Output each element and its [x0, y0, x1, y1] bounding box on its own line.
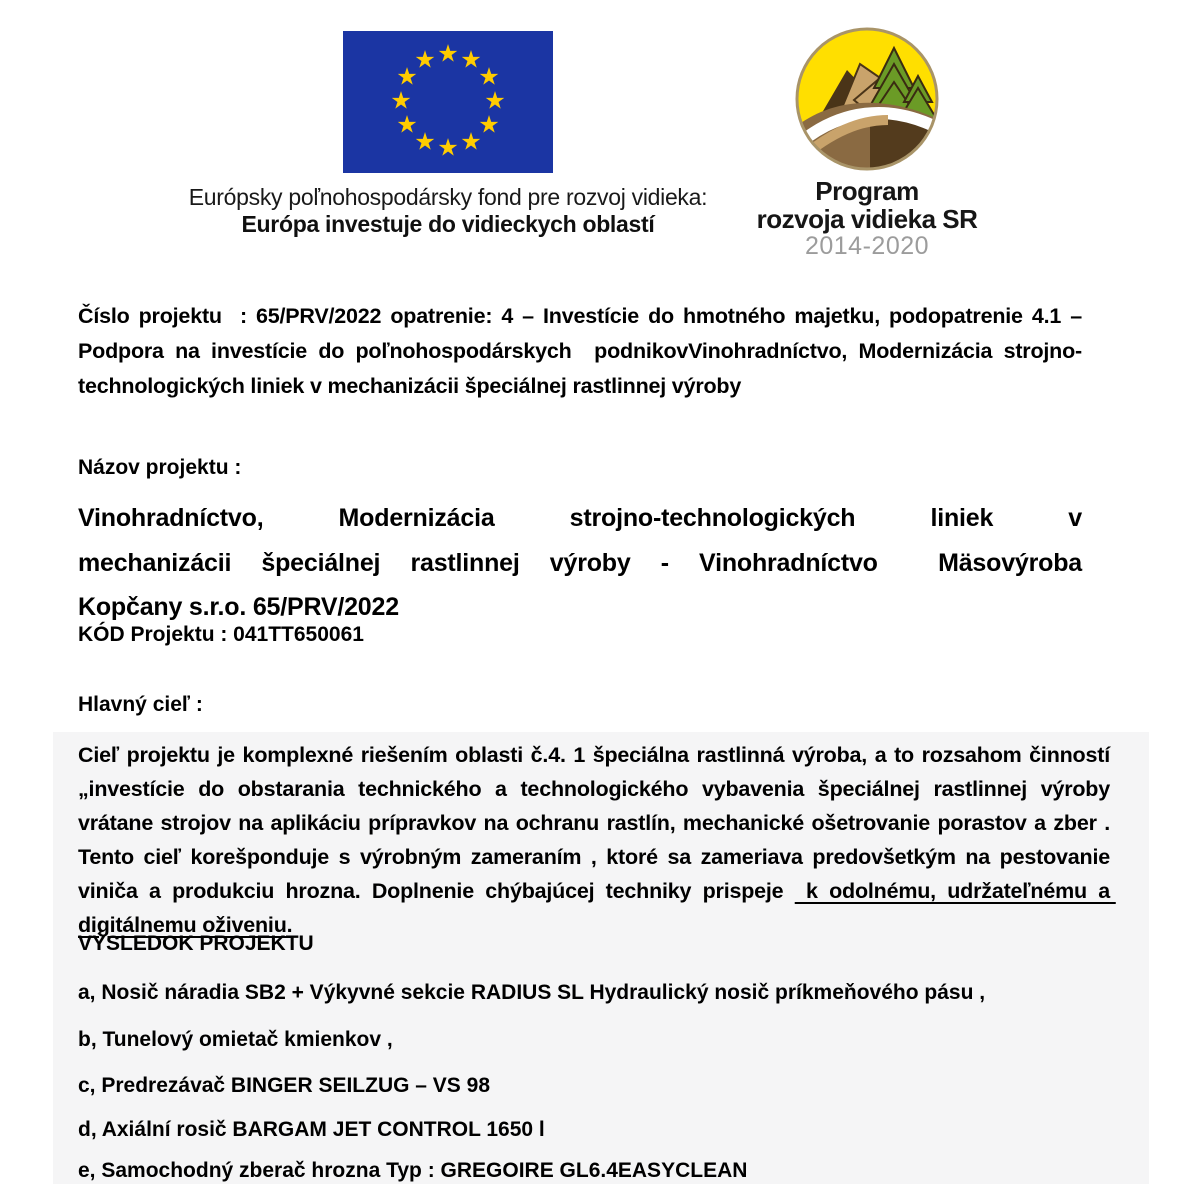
- main-goal-label: Hlavný cieľ :: [78, 693, 203, 716]
- eu-fund-logo-block: [168, 31, 728, 238]
- eu-star-icon: ★: [460, 128, 482, 156]
- eu-star-icon: ★: [484, 87, 506, 115]
- eu-star-icon: ★: [414, 46, 436, 74]
- goal-text-underlined: k odolnému, udržateľnému a digitálnemu oživeniu.: [78, 879, 1116, 937]
- prv-title-line1: Program: [815, 176, 919, 206]
- result-item: b, Tunelový omietač kmienkov ,: [78, 1028, 393, 1051]
- project-name: [78, 496, 1082, 630]
- prv-logo-icon: [792, 24, 942, 174]
- eu-caption-line1: Európsky poľnohospodársky fond pre rozvoj vidieka:: [188, 184, 708, 210]
- project-name-line: Kopčany s.r.o. 65/PRV/2022: [78, 593, 399, 621]
- results-label: VÝSLEDOK PROJEKTU: [78, 932, 314, 955]
- result-item: e, Samochodný zberač hrozna Typ : GREGOIRE GL6.4EASYCLEAN: [78, 1159, 748, 1182]
- result-item: a, Nosič náradia SB2 + Výkyvné sekcie RADIUS SL Hydraulický nosič príkmeňového pásu ,: [78, 981, 986, 1004]
- prv-years: 2014-2020: [804, 232, 930, 261]
- goal-text: Cieľ projektu je komplexné riešením oblasti č.4. 1 špeciálna rastlinná výroba, a to rozsahom činností „investície do obstarania technického a technologického vybavenia špeciálnej rastlinnej výroby vrátane strojov na aplikáciu prípravkov na ochranu rastlín, mechanické ošetrovanie porastov a zber . Tento cieľ korešponduje s výrobným zameraním , ktoré sa zameriava predovšetkým na pestovanie viniča a produkciu hrozna. Doplnenie chýbajúcej techniky prispeje: [78, 743, 1110, 903]
- goal-paragraph: [78, 738, 1116, 942]
- result-item: c, Predrezávač BINGER SEILZUG – VS 98: [78, 1074, 491, 1097]
- project-code: KÓD Projektu : 041TT650061: [78, 623, 364, 646]
- eu-star-icon: ★: [390, 87, 412, 115]
- project-name-line: mechanizácii špeciálnej rastlinnej výroby - Vinohradníctvo Mäsovýroba: [78, 548, 1082, 577]
- eu-star-icon: ★: [478, 63, 500, 91]
- prv-logo-block: [737, 24, 997, 260]
- project-name-label: Názov projektu :: [78, 456, 242, 479]
- eu-star-icon: ★: [396, 63, 418, 91]
- prv-title-line2: rozvoja vidieka SR: [756, 203, 978, 234]
- eu-caption-line2: Európa investuje do vidieckych oblastí: [241, 211, 655, 237]
- eu-star-icon: ★: [478, 111, 500, 139]
- goal-panel: [53, 732, 1149, 1184]
- eu-star-icon: ★: [414, 128, 436, 156]
- eu-star-icon: ★: [437, 134, 459, 162]
- eu-star-icon: ★: [460, 46, 482, 74]
- eu-star-icon: ★: [437, 40, 459, 68]
- eu-star-icon: ★: [396, 111, 418, 139]
- result-item: d, Axiální rosič BARGAM JET CONTROL 1650 l: [78, 1118, 545, 1141]
- project-number-paragraph: Číslo projektu : 65/PRV/2022 opatrenie: 4 – Investície do hmotného majetku, podopatrenie 4.1 – Podpora na investície do poľnohospodárskych podnikovVinohradníctvo, Modernizácia strojno-technologických liniek v mechanizácii špeciálnej rastlinnej výroby: [78, 304, 1082, 398]
- eu-flag-icon: [343, 31, 553, 173]
- project-name-line: Vinohradníctvo, Modernizácia strojno-technologických liniek v: [78, 504, 1082, 532]
